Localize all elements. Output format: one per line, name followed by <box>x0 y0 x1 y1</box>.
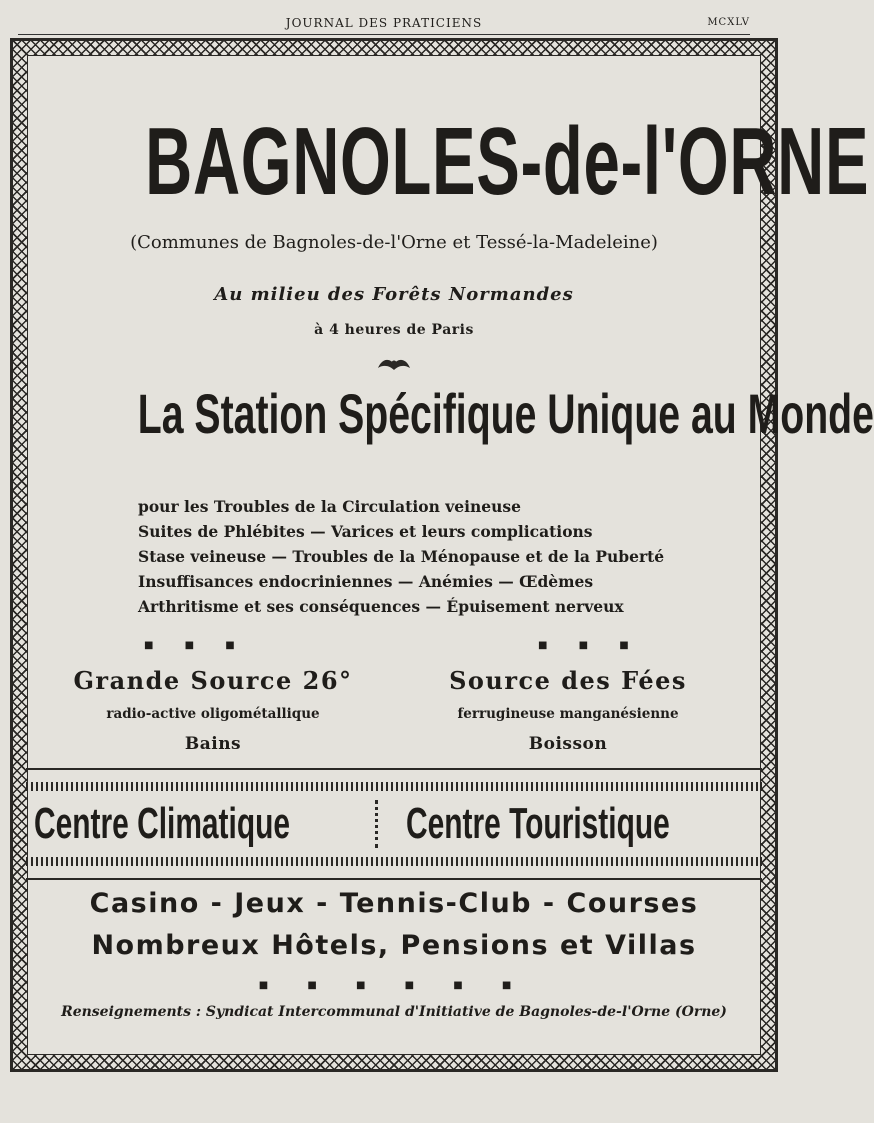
dots-right: ■ ■ ■ <box>538 640 643 651</box>
distance-text: à 4 heures de Paris <box>314 322 474 338</box>
centre-band <box>26 768 762 880</box>
indication-line: Insuffisances endocriniennes — Anémies — Œdèmes <box>138 572 594 591</box>
indications-list <box>138 494 700 619</box>
indication-line: Stase veineuse — Troubles de la Ménopause et de la Puberté <box>138 547 665 566</box>
centre-climatique: Centre Climatique <box>34 799 291 848</box>
leisure-line-2: Nombreux Hôtels, Pensions et Villas <box>91 930 697 961</box>
band-stripe-bottom <box>26 857 762 866</box>
source-name-fees: Source des Fées <box>449 666 687 695</box>
ornament-icon <box>28 354 760 376</box>
page-code: MCXLV <box>707 17 750 28</box>
centre-touristique: Centre Touristique <box>406 799 670 848</box>
source-name-grande: Grande Source 26° <box>73 666 353 695</box>
source-use-grande: Bains <box>184 734 242 754</box>
source-desc-fees: ferrugineuse manganésienne <box>457 706 679 722</box>
journal-title: JOURNAL DES PRATICIENS <box>285 16 483 30</box>
source-use-fees: Boisson <box>528 734 608 754</box>
ad-title: BAGNOLES-de-l'ORNE <box>145 108 870 215</box>
band-stripe-top <box>26 782 762 791</box>
page-header <box>18 14 750 35</box>
communes-text: (Communes de Bagnoles-de-l'Orne et Tessé-la-Madeleine) <box>130 232 658 253</box>
indication-line: Suites de Phlébites — Varices et leurs complications <box>138 522 593 541</box>
indication-line: pour les Troubles de la Circulation veineuse <box>138 497 522 516</box>
ad-frame <box>10 38 874 1072</box>
source-desc-grande: radio-active oligométallique <box>106 706 320 722</box>
headline: La Station Spécifique Unique au Monde <box>137 382 874 445</box>
info-line: Renseignements : Syndicat Intercommunal d'Initiative de Bagnoles-de-l'Orne (Orne) <box>61 1004 727 1020</box>
band-divider <box>375 800 378 848</box>
forest-text: Au milieu des Forêts Normandes <box>214 284 574 305</box>
leisure-line-1: Casino - Jeux - Tennis-Club - Courses <box>89 888 699 919</box>
dots-row: ■ ■ ■ ■ ■ ■ <box>258 980 530 991</box>
dots-left: ■ ■ ■ <box>144 640 249 651</box>
indication-line: Arthritisme et ses conséquences — Épuisement nerveux <box>138 597 624 616</box>
ad-inner <box>27 55 874 1055</box>
